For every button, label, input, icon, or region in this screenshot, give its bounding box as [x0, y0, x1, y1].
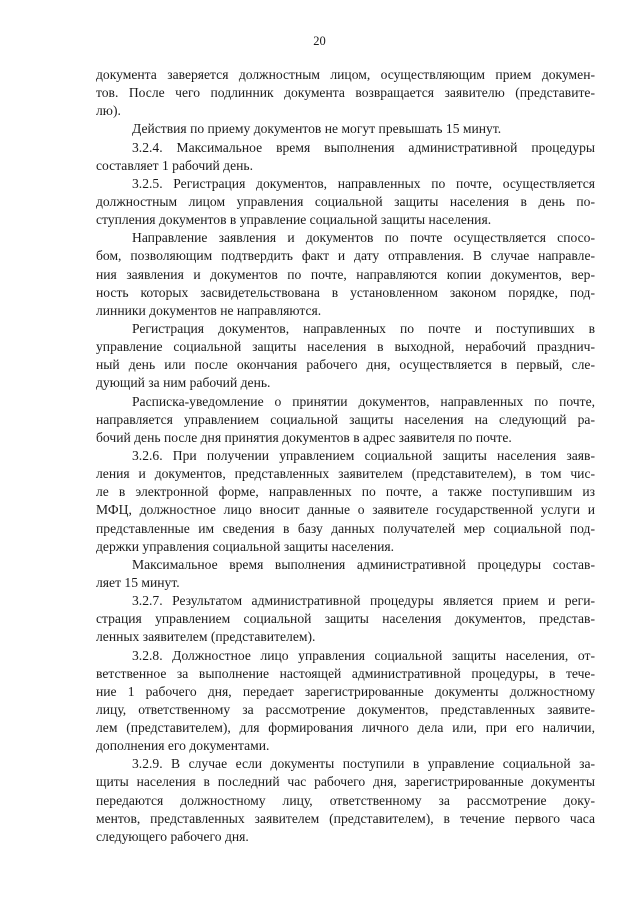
- text-line: 3.2.8. Должностное лицо управления социальной защиты населения, от-: [132, 647, 595, 663]
- text-line: лем (представителем), для формирования личного дела или, при его наличии,: [96, 720, 595, 736]
- text-line: лицу, ответственному за рассмотрение документов, представленных заявите-: [96, 701, 595, 717]
- text-line: составляет 1 рабочий день.: [96, 157, 253, 173]
- text-line: 3.2.4. Максимальное время выполнения административной процедуры: [132, 139, 595, 155]
- text-line: лю).: [96, 103, 121, 119]
- text-line: Расписка-уведомление о принятии документов, направленных по почте,: [132, 393, 595, 409]
- text-line: бом, позволяющим подтвердить факт и дату отправления. В случае направле-: [96, 248, 595, 264]
- text-line: ный день или после окончания рабочего дня, осуществляется в первый, сле-: [96, 357, 595, 373]
- text-line: ветственное за выполнение настоящей административной процедуры, в тече-: [96, 665, 595, 681]
- text-line: ментов, представленных заявителем (представителем), в течение первого часа: [96, 810, 595, 826]
- text-line: ления и документов, представленных заявителем (представителем), в том чис-: [96, 466, 595, 482]
- text-line: дополнения его документами.: [96, 738, 270, 754]
- text-line: бочий день после дня принятия документов в адрес заявителя по почте.: [96, 429, 512, 445]
- text-line: представленные им сведения в базу данных получателей мер социальной под-: [96, 520, 595, 536]
- text-line: дующий за ним рабочий день.: [96, 375, 271, 391]
- text-line: ступления документов в управление социальной защиты населения.: [96, 212, 492, 228]
- text-line: 3.2.6. При получении управлением социальной защиты населения заяв-: [132, 447, 595, 463]
- text-line: щиты населения в последний час рабочего дня, зарегистрированные документы: [96, 774, 595, 790]
- text-line: Максимальное время выполнения административной процедуры состав-: [132, 556, 595, 572]
- text-line: управление социальной защиты населения в выходной, нерабочий празднич-: [96, 339, 595, 355]
- text-line: ность которых засвидетельствована в установленном законом порядке, под-: [96, 284, 595, 300]
- text-line: следующего рабочего дня.: [96, 828, 249, 844]
- text-line: Регистрация документов, направленных по почте и поступивших в: [132, 320, 595, 336]
- text-line: ния заявления и документов по почте, направляются копии документов, вер-: [96, 266, 595, 282]
- text-line: страция управлением социальной защиты населения документов, представ-: [96, 611, 595, 627]
- page-number: 20: [313, 34, 326, 48]
- text-line: держки управления социальной защиты населения.: [96, 538, 395, 554]
- text-line: Действия по приему документов не могут превышать 15 минут.: [132, 121, 502, 137]
- text-line: документа заверяется должностным лицом, осуществляющим прием докумен-: [96, 67, 595, 82]
- text-line: Направление заявления и документов по почте осуществляется спосо-: [132, 230, 595, 246]
- text-line: должностным лицом управления социальной защиты населения в день по-: [96, 193, 595, 209]
- text-line: тов. После чего подлинник документа возвращается заявителю (представите-: [96, 85, 595, 101]
- document-body: [96, 66, 595, 846]
- text-line: направляется управлением социальной защиты населения на следующий ра-: [96, 411, 595, 427]
- text-line: ленных заявителем (представителем).: [96, 629, 316, 645]
- text-line: МФЦ, должностное лицо вносит данные о заявителе государственной услуги и: [96, 502, 595, 518]
- text-line: передаются должностному лицу, ответственному за рассмотрение доку-: [96, 792, 595, 808]
- text-line: 3.2.7. Результатом административной процедуры является прием и реги-: [132, 593, 595, 609]
- text-line: ние 1 рабочего дня, передает зарегистрированные документы должностному: [96, 683, 595, 699]
- text-line: ляет 15 минут.: [96, 574, 180, 590]
- text-line: ле в электронной форме, направленных по почте, а также поступившим из: [96, 484, 595, 500]
- text-line: 3.2.5. Регистрация документов, направленных по почте, осуществляется: [132, 175, 595, 191]
- text-line: линники документов не направляются.: [96, 302, 322, 318]
- text-line: 3.2.9. В случае если документы поступили в управление социальной за-: [132, 756, 595, 772]
